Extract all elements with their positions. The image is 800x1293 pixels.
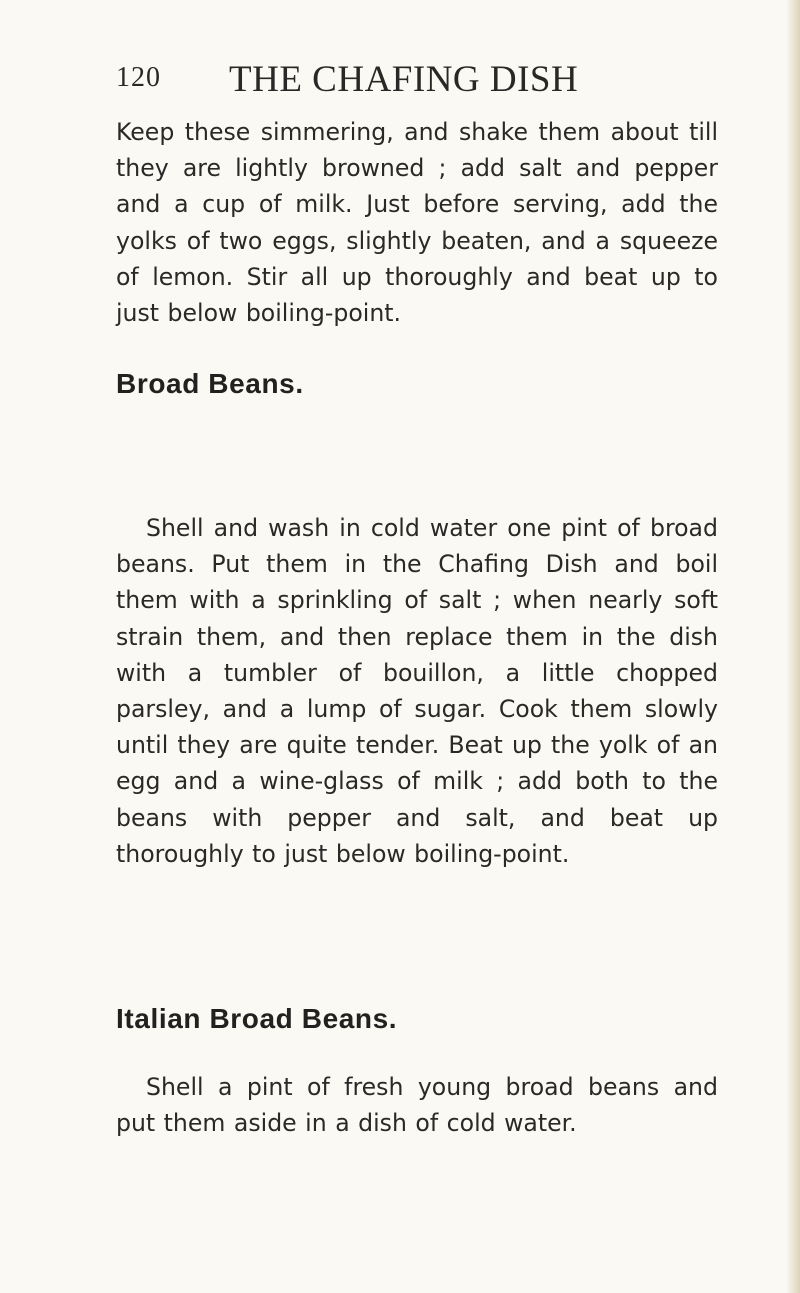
page-edge-shadow: [786, 0, 800, 1293]
page-header: [0, 58, 800, 98]
section-heading-broad-beans: Broad Beans.: [116, 368, 304, 399]
section-heading-italian-broad-beans: Italian Broad Beans.: [116, 1003, 398, 1034]
running-head: THE CHAFING DISH: [229, 59, 579, 100]
section-text-italian-broad-beans: Shell a pint of fresh young broad beans and put them aside in a dish of cold water.: [116, 1073, 718, 1138]
section-text-broad-beans: Shell and wash in cold water one pint of broad beans. Put them in the Chafing Dish and boil them with a sprinkling of salt ; when nearly soft strain them, and then replace them in the dish with a tumbler of bouillon, a little chopped parsley, and a lump of sugar. Cook them slowly until they are quite tender. Beat up the yolk of an egg and a wine-glass of milk ; add both to the beans with pepper and salt, and beat up thoroughly to just below boiling-point.: [116, 514, 718, 868]
continued-paragraph: Keep these simmering, and shake them about till they are lightly browned ; add salt and pepper and a cup of milk. Just before serving, add the yolks of two eggs, slightly beaten, and a squeeze of lemon. Stir all up thoroughly and beat up to just below boiling-point.: [116, 118, 718, 328]
page-number: 120: [116, 62, 161, 93]
